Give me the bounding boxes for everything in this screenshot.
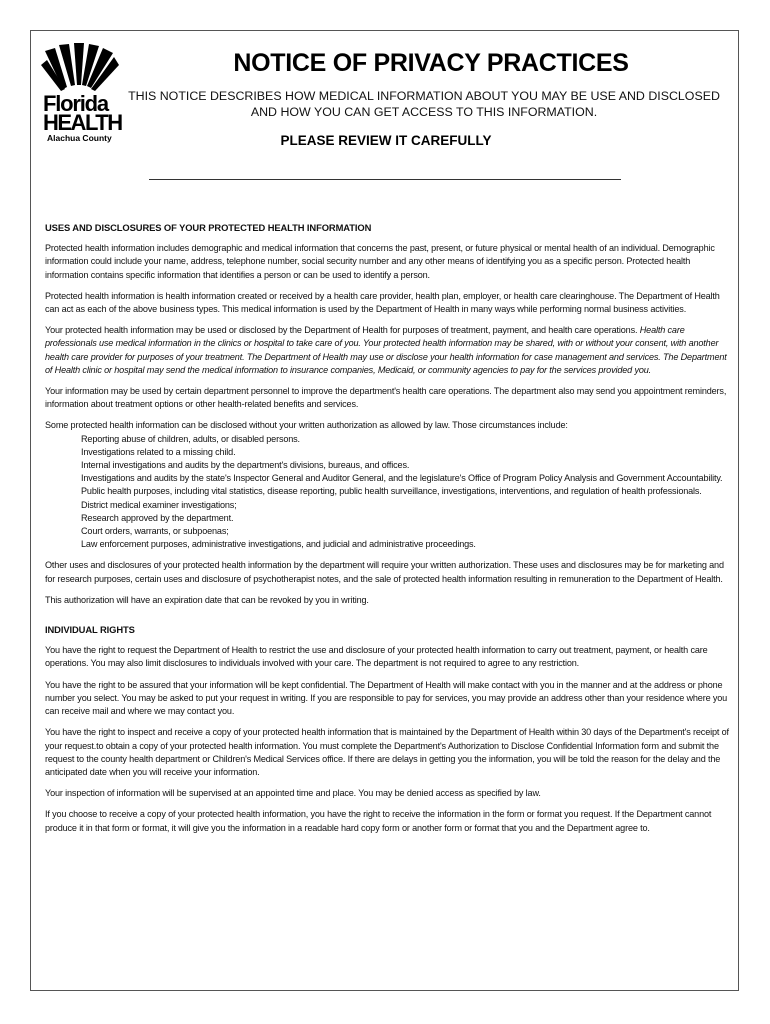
document-page: [30, 30, 739, 991]
list-item: Law enforcement purposes, administrative investigations, and judicial and administrative proceedings.: [81, 539, 476, 550]
uses-paragraph-2: Protected health information is health information created or received by a health care provider, health plan, employer, or health care clearinghouse. The Department of Health can act as each of the above business types. This medical information is used by the Department of Health in many ways while performing normal business activities.: [45, 290, 720, 315]
list-item: Court orders, warrants, or subpoenas;: [81, 526, 229, 537]
logo-health-text: HEALTH: [43, 110, 122, 135]
list-item: Public health purposes, including vital statistics, disease reporting, public health surveillance, investigations, interventions, and regulation of health professionals.: [81, 486, 702, 497]
uses-paragraph-7: This authorization will have an expiration date that can be revoked by you in writing.: [45, 594, 369, 605]
page-title: NOTICE OF PRIVACY PRACTICES: [233, 49, 629, 77]
notice-subtitle: [109, 89, 739, 120]
uses-paragraph-5: Some protected health information can be disclosed without your written authorization as allowed by law. Those circumstances include:: [45, 420, 568, 431]
logo-florida-text: Florida: [43, 91, 108, 116]
header-divider: [149, 179, 621, 180]
rights-heading: INDIVIDUAL RIGHTS: [45, 624, 135, 636]
review-heading: PLEASE REVIEW IT CAREFULLY: [280, 133, 492, 148]
uses-paragraph-1: Protected health information includes demographic and medical information that concerns the past, present, or future physical or mental health of an individual. Demographic information could include your name, address, telephone number, social security number and any other means of identifying you as a specific person. Protected health information contains specific information that identifies a person or can be used to identify a person.: [45, 243, 715, 280]
rights-paragraph-2: You have the right to be assured that your information will be kept confidential. The Department of Health will make contact with you in the manner and at the address or phone number you select. You may be asked to put your request in writing. If you are responsible to pay for services, you may provide an address other than your residence where you can receive mail and where we may contact you.: [45, 679, 728, 717]
uses-heading: USES AND DISCLOSURES OF YOUR PROTECTED HEALTH INFORMATION: [45, 222, 372, 233]
rights-paragraph-1: You have the right to request the Department of Health to restrict the use and disclosure of your protected health information to carry out treatment, payment, or health care operations. You may also limit disclosures to individuals involved with your care. The department is not required to agree to any restriction.: [45, 645, 708, 669]
rights-paragraph-4: Your inspection of information will be supervised at an appointed time and place. You may be denied access as specified by law.: [45, 788, 541, 799]
uses-paragraph-3: [45, 324, 729, 377]
list-item: District medical examiner investigations;: [81, 499, 237, 510]
uses-paragraph-3-italic: Health care professionals use medical information in the clinics or hospital to take care of you. Your protected health information may be shared, with or without your consent, with another health care provider for purposes of your treatment. The Department of Health may use or disclose your health information for case management and services. The Department of Health clinic or hospital may send the medical information to insurance companies, Medicaid, or community agencies to pay for the services provided you.: [45, 325, 727, 375]
sunburst-icon: [41, 43, 121, 95]
list-item: Investigations and audits by the state's Inspector General and Auditor General, and the legislature's Office of Program Policy Analysis and Government Accountability.: [81, 473, 723, 484]
list-item: Reporting abuse of children, adults, or disabled persons.: [81, 433, 300, 444]
uses-paragraph-4: Your information may be used by certain department personnel to improve the department's health care operations. The department also may send you appointment reminders, information about treatment options or other health-related benefits and services.: [45, 386, 727, 410]
disclosure-list: [45, 433, 729, 552]
logo-county-text: Alachua County: [47, 133, 112, 143]
document-body: [45, 221, 729, 843]
uses-paragraph-3-normal: Your protected health information may be used or disclosed by the Department of Health for purposes of treatment, payment, and health care operations.: [45, 325, 640, 336]
uses-paragraph-6: Other uses and disclosures of your protected health information by the department will require your written authorization. These uses and disclosures may be for marketing and for research purposes, certain uses and disclosure of psychotherapist notes, and the sale of protected health information resulting in remuneration to the Department of Health.: [45, 560, 724, 584]
subtitle-line-2: AND HOW YOU CAN GET ACCESS TO THIS INFORMATION.: [250, 104, 598, 119]
subtitle-line-1: THIS NOTICE DESCRIBES HOW MEDICAL INFORMATION ABOUT YOU MAY BE USE AND DISCLOSED: [128, 89, 720, 103]
list-item: Research approved by the department.: [81, 512, 234, 523]
rights-paragraph-5: If you choose to receive a copy of your protected health information, you have the right to receive the information in the form or format you request. If the Department cannot produce it in that form or format, it will give you the information in a readable hard copy form or another form or format that you and the Department agree to.: [45, 809, 712, 833]
rights-paragraph-3: You have the right to inspect and receive a copy of your protected health information that is maintained by the Department of Health within 30 days of the Department's receipt of your request.to obtain a copy of your protected health information. You must complete the Department's Authorization to Disclose Confidential Information form and submit the request to the county health department or Children's Medical Services office. If there are delays in getting you the information, you will be told the reason for the delay and the anticipated date when you will receive your information.: [45, 727, 729, 777]
list-item: Internal investigations and audits by the department's divisions, bureaus, and offices.: [81, 460, 410, 471]
list-item: Investigations related to a missing child.: [81, 446, 236, 457]
